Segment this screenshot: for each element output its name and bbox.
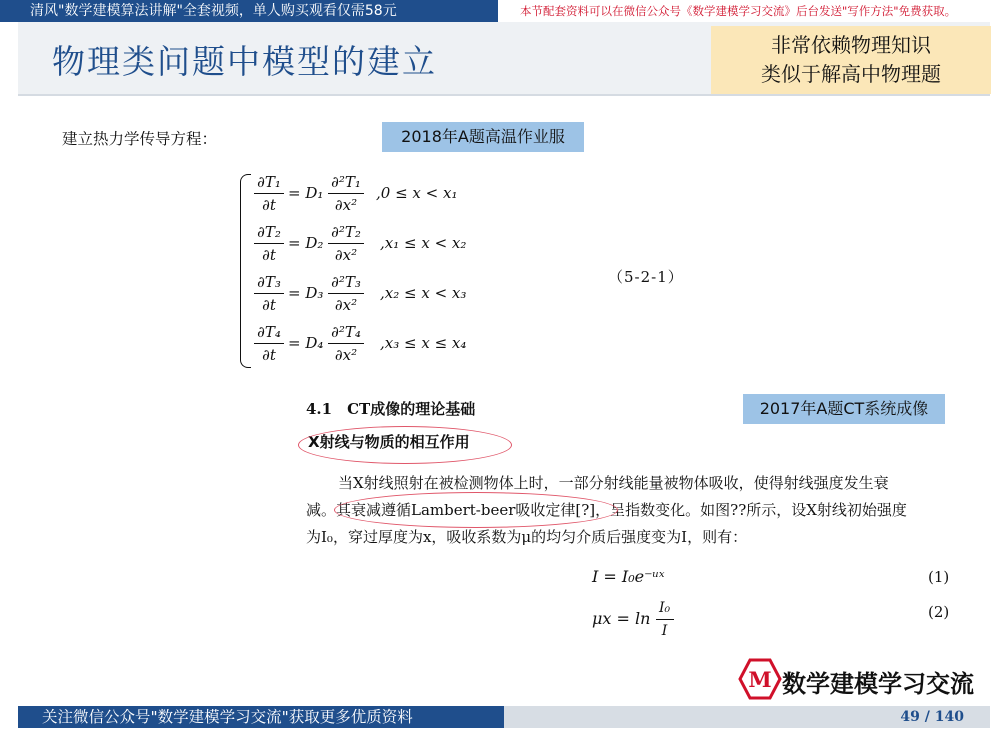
brand-logo bbox=[738, 658, 988, 702]
numerator: ∂²T₄ bbox=[331, 323, 361, 341]
footer-banner: 关注微信公众号"数学建模学习交流"获取更多优质资料 bbox=[18, 706, 504, 728]
equation-row bbox=[254, 222, 534, 268]
numerator: ∂T₂ bbox=[257, 223, 281, 241]
resource-notice: 本节配套资料可以在微信公众号《数学建模学习交流》后台发送"写作方法"免费获取。 bbox=[520, 4, 957, 18]
rhs-fraction bbox=[328, 172, 364, 215]
rhs-fraction bbox=[328, 272, 364, 315]
formula-2-number: (2) bbox=[928, 603, 950, 621]
title-divider bbox=[18, 94, 990, 96]
subsection-heading: X射线与物质的相互作用 bbox=[308, 433, 470, 451]
lhs-fraction bbox=[254, 222, 284, 265]
coefficient: = D₁ bbox=[288, 184, 324, 202]
numerator: ∂²T₂ bbox=[331, 223, 361, 241]
equation-row bbox=[254, 322, 534, 368]
rhs-fraction bbox=[328, 222, 364, 265]
rhs-fraction bbox=[328, 322, 364, 365]
note-box bbox=[711, 26, 991, 94]
denominator: ∂t bbox=[262, 196, 276, 214]
equation-number: （5-2-1） bbox=[608, 268, 684, 286]
denominator: ∂x² bbox=[334, 196, 358, 214]
condition: ,x₃ ≤ x ≤ x₄ bbox=[380, 334, 467, 352]
coefficient: = D₂ bbox=[288, 234, 324, 252]
left-brace bbox=[240, 174, 251, 368]
svg-text:M: M bbox=[748, 667, 772, 692]
formula-2 bbox=[592, 598, 674, 641]
paragraph-line: 当X射线照射在被检测物体上时，一部分射线能量被物体吸收，使得射线强度发生衰 bbox=[338, 474, 889, 492]
formula-1-number: (1) bbox=[928, 568, 950, 586]
denominator: ∂t bbox=[262, 246, 276, 264]
promo-banner: 清风"数学建模算法讲解"全套视频，单人购买观看仅需58元 bbox=[0, 0, 498, 22]
numerator: I₀ bbox=[658, 600, 671, 616]
lhs-fraction bbox=[254, 272, 284, 315]
coefficient: = D₄ bbox=[288, 334, 324, 352]
lhs-fraction bbox=[254, 322, 284, 365]
formula-2-fraction bbox=[656, 598, 674, 641]
tag-2018-problem: 2018年A题高温作业服 bbox=[382, 122, 584, 152]
equation-row bbox=[254, 272, 534, 318]
page-title: 物理类问题中模型的建立 bbox=[52, 42, 437, 81]
condition: ,x₁ ≤ x < x₂ bbox=[380, 234, 467, 252]
denominator: ∂t bbox=[262, 346, 276, 364]
denominator: ∂x² bbox=[334, 296, 358, 314]
highlight-ellipse bbox=[334, 492, 618, 528]
formula-2-lhs: μx = ln bbox=[592, 609, 651, 628]
subheading: 建立热力学传导方程： bbox=[62, 130, 218, 148]
top-banner bbox=[0, 0, 1005, 22]
heat-equation-system bbox=[240, 172, 540, 372]
numerator: ∂T₁ bbox=[257, 173, 281, 191]
highlight-ellipse bbox=[298, 426, 512, 464]
denominator: ∂x² bbox=[334, 246, 358, 264]
paragraph-line: 减。其衰减遵循Lambert-beer吸收定律[?]，呈指数变化。如图??所示，设X射线初始强度 bbox=[306, 501, 907, 519]
tag-2017-problem: 2017年A题CT系统成像 bbox=[743, 394, 945, 424]
denominator: ∂t bbox=[262, 296, 276, 314]
condition: ,x₂ ≤ x < x₃ bbox=[380, 284, 467, 302]
condition: ,0 ≤ x < x₁ bbox=[376, 184, 458, 202]
numerator: ∂²T₁ bbox=[331, 173, 361, 191]
footer-page-bar bbox=[504, 706, 990, 728]
section-heading: 4.1 CT成像的理论基础 bbox=[306, 400, 476, 418]
page-number: 49 / 140 bbox=[900, 709, 964, 725]
formula-1: I = I₀e⁻ᵘˣ bbox=[592, 567, 665, 586]
paragraph-line: 为I₀，穿过厚度为x，吸收系数为μ的均匀介质后强度变为I，则有： bbox=[306, 528, 748, 546]
denominator: ∂x² bbox=[334, 346, 358, 364]
note-line-1: 非常依赖物理知识 bbox=[771, 33, 931, 57]
equation-row bbox=[254, 172, 534, 218]
numerator: ∂T₄ bbox=[257, 323, 281, 341]
numerator: ∂²T₃ bbox=[331, 273, 361, 291]
logo-text: 数学建模学习交流 bbox=[782, 670, 974, 698]
denominator: I bbox=[661, 623, 668, 639]
coefficient: = D₃ bbox=[288, 284, 324, 302]
note-line-2: 类似于解高中物理题 bbox=[761, 62, 941, 86]
logo-m-icon bbox=[738, 658, 782, 700]
lhs-fraction bbox=[254, 172, 284, 215]
numerator: ∂T₃ bbox=[257, 273, 281, 291]
